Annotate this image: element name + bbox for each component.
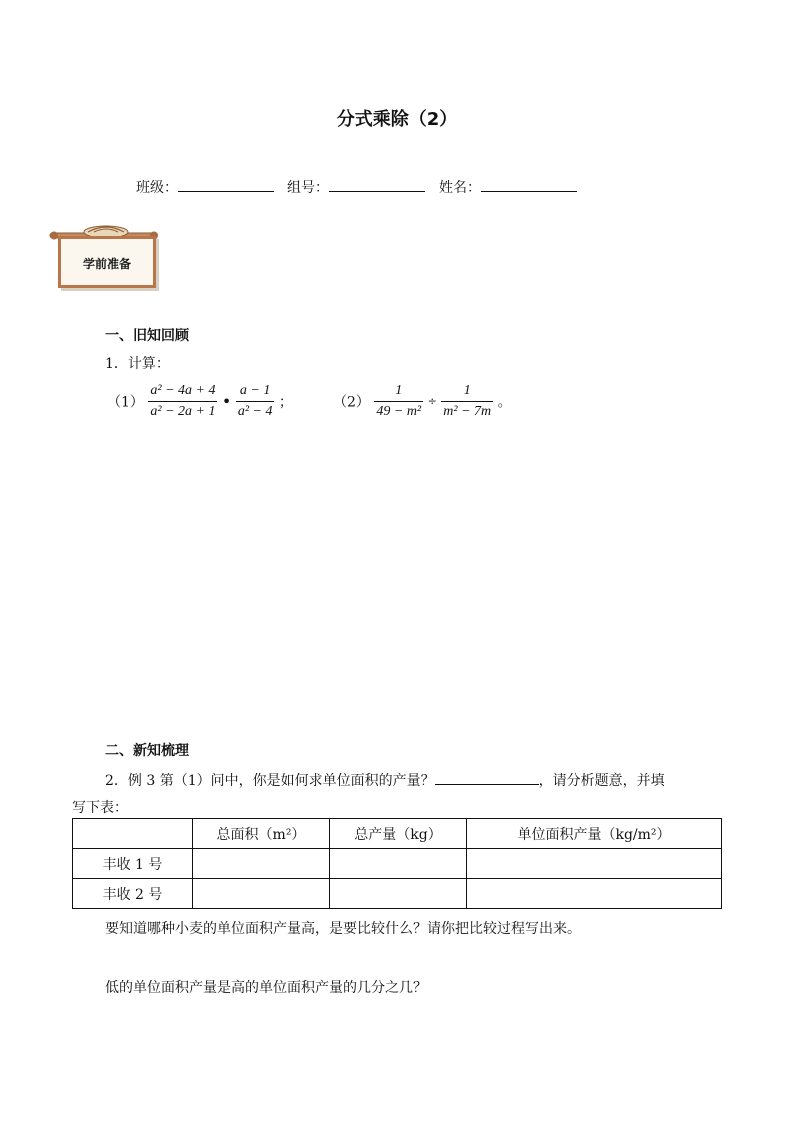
table-cell[interactable] <box>467 879 722 909</box>
section1-heading: 一、旧知回顾 <box>105 328 189 344</box>
q2-part2: ，请分析题意，并填 <box>538 773 665 789</box>
table-cell[interactable] <box>467 849 722 879</box>
table-header-cell: 总面积（m²） <box>193 819 330 849</box>
p2-frac1-numerator: 1 <box>374 383 423 402</box>
p2-fraction-2 <box>441 383 493 420</box>
table-row <box>73 849 722 879</box>
q2-line2: 写下表： <box>72 800 128 816</box>
page-title: 分式乘除（2） <box>336 109 458 130</box>
p1-label: （1） <box>107 394 144 411</box>
name-label: 姓名： <box>439 180 481 196</box>
table-header-row <box>73 819 722 849</box>
p1-fraction-2 <box>236 383 275 420</box>
name-blank[interactable] <box>481 177 577 192</box>
p1-end: ； <box>278 394 293 411</box>
table-header-cell <box>73 819 193 849</box>
p2-frac2-numerator: 1 <box>441 383 493 402</box>
table-row <box>73 879 722 909</box>
yield-table <box>72 818 722 909</box>
table-header-cell: 总产量（kg） <box>330 819 467 849</box>
class-blank[interactable] <box>178 177 274 192</box>
table-cell[interactable] <box>330 879 467 909</box>
badge-label: 学前准备 <box>82 257 131 271</box>
group-label: 组号： <box>287 180 329 196</box>
name-field[interactable] <box>439 177 577 197</box>
q3-text: 要知道哪种小麦的单位面积产量高，是要比较什么？请你把比较过程写出来。 <box>105 921 581 937</box>
p1-frac2-numerator: a − 1 <box>236 383 275 402</box>
q2-line1 <box>105 770 665 790</box>
p2-frac1-denominator: 49 − m² <box>376 404 422 419</box>
table-row-label: 丰收 1 号 <box>73 849 193 879</box>
group-blank[interactable] <box>329 177 425 192</box>
badge-frame <box>58 236 156 288</box>
q4-text: 低的单位面积产量是高的单位面积产量的几分之几？ <box>105 980 427 996</box>
p2-label: （2） <box>333 394 370 411</box>
table-row-label: 丰收 2 号 <box>73 879 193 909</box>
class-label: 班级： <box>136 180 178 196</box>
p2-fraction-1 <box>374 383 423 420</box>
class-field[interactable] <box>136 177 274 197</box>
q2-answer-blank[interactable] <box>435 770 539 785</box>
p1-frac1-numerator: a² − 4a + 4 <box>148 383 217 402</box>
problem-2 <box>333 383 512 420</box>
table-cell[interactable] <box>330 849 467 879</box>
p1-fraction-1 <box>148 383 217 420</box>
section2-heading: 二、新知梳理 <box>105 743 189 759</box>
table-header-cell: 单位面积产量（kg/m²） <box>467 819 722 849</box>
p2-operator: ÷ <box>427 395 437 408</box>
section-badge <box>48 222 160 286</box>
table-cell[interactable] <box>193 849 330 879</box>
p1-operator: • <box>221 392 232 411</box>
p1-frac2-denominator: a² − 4 <box>237 404 273 419</box>
p2-frac2-denominator: m² − 7m <box>443 404 492 419</box>
group-field[interactable] <box>287 177 425 197</box>
table-cell[interactable] <box>193 879 330 909</box>
q1-prompt: 1．计算： <box>105 356 170 372</box>
p2-end: 。 <box>497 394 512 411</box>
p1-frac1-denominator: a² − 2a + 1 <box>150 404 216 419</box>
problem-1 <box>107 383 293 420</box>
q2-part1: 2．例 3 第（1）问中，你是如何求单位面积的产量？ <box>105 773 435 789</box>
